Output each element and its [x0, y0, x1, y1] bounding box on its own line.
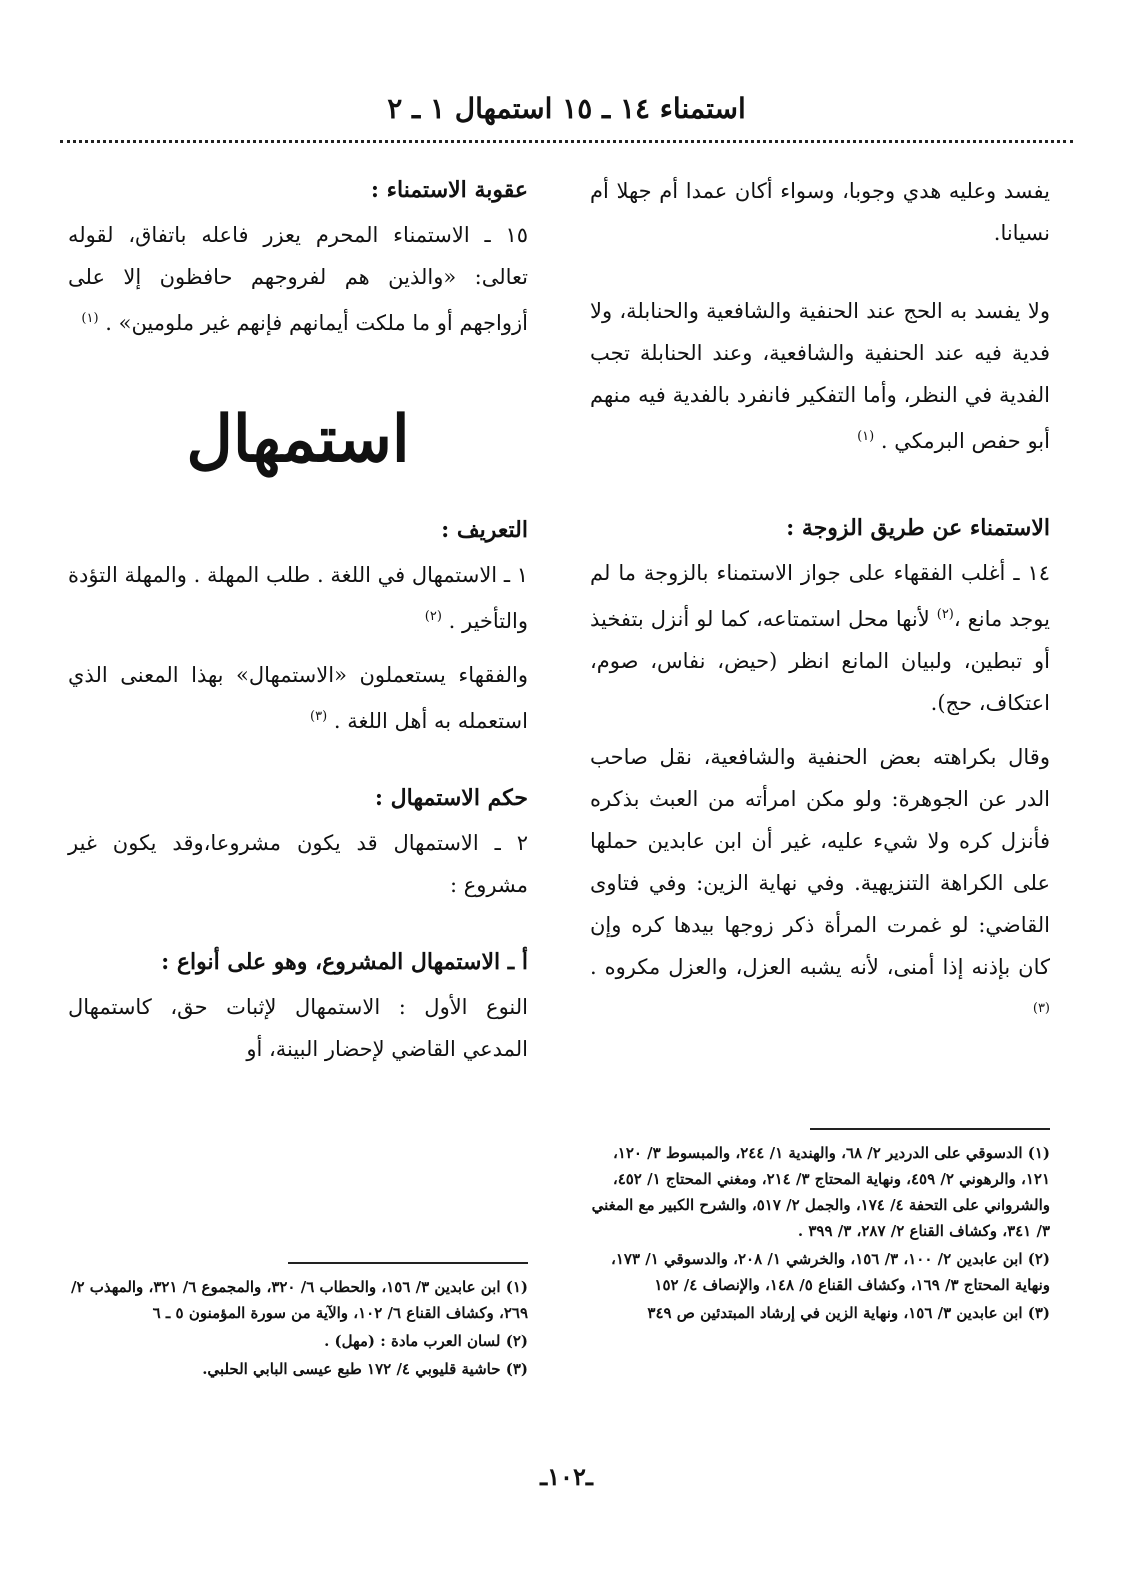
paragraph: يفسد وعليه هدي وجوبا، وسواء أكان عمدا أم جهلا أم نسيانا.: [590, 179, 1050, 245]
subsection-heading: أ ـ الاستمهال المشروع، وهو على أنواع :: [161, 949, 528, 975]
footnote: (١) ابن عابدين ٣/ ١٥٦، والحطاب ٦/ ٣٢٠، والمجموع ٦/ ٣٢١، والمهذب ٢/ ٢٦٩، وكشاف القناع ٦/ ١٠٢، والآية من سورة المؤمنون ٥ ـ ٦: [70, 1278, 528, 1322]
paragraph: ولا يفسد به الحج عند الحنفية والشافعية والحنابلة، ولا فدية فيه عند الحنفية والشافعية، وعند الحنابلة تجب الفدية في النظر، وأما التفكير فانفرد بالفدية فيه منهم أبو حفص البرمكي . $^{(١)}$: [590, 299, 1050, 453]
footnote-divider: [288, 1262, 528, 1264]
paragraph: ١ ـ الاستمهال في اللغة . طلب المهلة . والمهلة التؤدة والتأخير . $^{(٢)}$: [68, 563, 528, 633]
right-column: [590, 170, 1050, 1046]
footnote-ref: (١): [857, 429, 875, 444]
paragraph: النوع الأول : الاستمهال لإثبات حق، كاستمهال المدعي القاضي لإحضار البينة، أو: [68, 995, 528, 1061]
running-header: استمناء ١٤ ـ ١٥ استمهال ١ ـ ٢: [387, 92, 746, 125]
paragraph: ١٥ ـ الاستمناء المحرم يعزر فاعله باتفاق، لقوله تعالى: «والذين هم لفروجهم حافظون إلا على أزواجهم أو ما ملكت أيمانهم فإنهم غير ملومين» . $^{(١)}$: [68, 223, 528, 335]
footnote-ref: (٣): [310, 709, 328, 724]
paragraph: وقال بكراهته بعض الحنفية والشافعية، نقل صاحب الدر عن الجوهرة: ولو مكن امرأته من العبث بذكره فأنزل كره ولا شيء عليه، غير أن ابن عابدين حملها على الكراهة التنزيهية. وفي نهاية الزين: وفي فتاوى القاضي: لو غمرت المرأة ذكر زوجها بيدها كره وإن كان بإذنه إذا أمنى، لأنه يشبه العزل، والعزل مكروه . $^{(٣)}$: [590, 745, 1050, 1016]
footnote: (٢) لسان العرب مادة : (مهل) .: [324, 1332, 528, 1350]
footnote: (١) الدسوقي على الدردير ٢/ ٦٨، والهندية ١/ ٢٤٤، والمبسوط ٣/ ١٢٠، ١٢١، والرهوني ٢/ ٤٥٩، ونهاية المحتاج ٣/ ٢١٤، ومغني المحتاج ١/ ٤٥٢، والشرواني على التحفة ٤/ ١٧٤، والجمل ٢/ ٥١٧، والشرح الكبير مع المغني ٣/ ٣٤١، وكشاف القناع ٢/ ٢٨٧، ٣/ ٣٩٩ .: [591, 1144, 1050, 1240]
footnote-ref: (٢): [936, 607, 954, 622]
section-heading: الاستمناء عن طريق الزوجة :: [786, 515, 1050, 541]
paragraph: ١٤ ـ أغلب الفقهاء على جواز الاستمناء بالزوجة ما لم يوجد مانع ،$^{(٢)}$ لأنها محل استمتاعه، كما لو أنزل بتفخيذ أو تبطين، ولبيان المانع انظر (حيض، نفاس، صوم، اعتكاف، حج).: [590, 561, 1050, 715]
paragraph: والفقهاء يستعملون «الاستمهال» بهذا المعنى الذي استعمله به أهل اللغة . $^{(٣)}$: [68, 663, 528, 733]
footnote-ref: (٢): [424, 609, 442, 624]
paragraph: ٢ ـ الاستمهال قد يكون مشروعا،وقد يكون غير مشروع :: [68, 831, 528, 897]
footnote-ref: (١): [81, 311, 99, 326]
section-heading: حكم الاستمهال :: [374, 785, 528, 811]
footnote: (٣) ابن عابدين ٣/ ١٥٦، ونهاية الزين في إرشاد المبتدئين ص ٣٤٩: [647, 1304, 1050, 1322]
section-heading: عقوبة الاستمناء :: [370, 177, 528, 203]
header-divider: [60, 140, 1073, 143]
entry-title: استمهال: [186, 402, 410, 477]
footnotes-left: [68, 1262, 528, 1384]
left-column: [68, 170, 528, 1082]
footnote-divider: [810, 1128, 1050, 1130]
footnote: (٢) ابن عابدين ٢/ ١٠٠، ٣/ ١٥٦، والخرشي ١/ ٢٠٨، والدسوقي ١/ ١٧٣، ونهاية المحتاج ٣/ ١٦٩، وكشاف القناع ٥/ ١٤٨، والإنصاف ٤/ ١٥٢: [611, 1250, 1050, 1294]
footnote: (٣) حاشية قليوبي ٤/ ١٧٢ طبع عيسى البابي الحلبي.: [202, 1360, 528, 1378]
section-heading: التعريف :: [441, 517, 528, 543]
footnote-ref: (٣): [1032, 1001, 1050, 1016]
page-number: ـ١٠٢ـ: [540, 1462, 593, 1491]
footnotes-right: [590, 1128, 1050, 1328]
